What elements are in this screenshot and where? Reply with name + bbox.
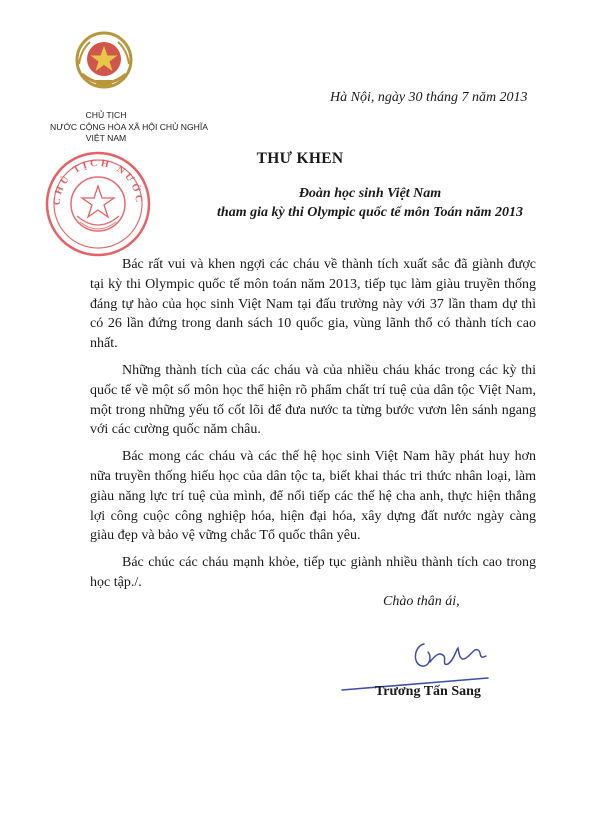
issuer-block [50,110,208,145]
body-paragraph: Bác chúc các cháu mạnh khỏe, tiếp tục giành nhiều thành tích cao trong học tập./. [90,555,536,590]
letter-title: THƯ KHEN [256,150,344,167]
recipient-block [200,184,540,222]
signer-name: Trương Tấn Sang [375,684,481,699]
body-paragraph: Bác rất vui và khen ngợi các cháu về thành tích xuất sắc đã giành được tại kỳ thi Olympic quốc tế môn toán năm 2013, tiếp tục làm giàu truyền thống đáng tự hào của học sinh Việt Nam tại đấu trường này với 37 lần tham dự thì có 26 lần đứng trong danh sách 10 quốc gia, vùng lãnh thổ có thành tích cao nhất. [90,257,536,352]
national-emblem-icon [72,30,136,94]
place-date: Hà Nội, ngày 30 tháng 7 năm 2013 [330,90,528,105]
recipient-line: tham gia kỳ thi Olympic quốc tế môn Toán năm 2013 [217,205,523,220]
body-paragraph: Những thành tích của các cháu và của nhiều cháu khác trong các kỳ thi quốc tế về một số môn học thể hiện rõ phẩm chất trí tuệ của dân tộc Việt Nam, một trong những yếu tố cốt lõi để đưa nước ta từng bước vươn lên sánh ngang với các cường quốc năm châu. [90,362,536,438]
issuer-line: CHỦ TỊCH [85,110,127,120]
issuer-line: VIỆT NAM [85,133,127,143]
letter-body [90,255,536,600]
recipient-line: Đoàn học sinh Việt Nam [298,186,442,201]
closing-salutation: Chào thân ái, [383,594,460,609]
issuer-line: NƯỚC CỘNG HÒA XÃ HỘI CHỦ NGHĨA [50,121,208,132]
seal-text: CHỦ TỊCH NƯỚC [51,157,145,206]
body-paragraph: Bác mong các cháu và các thế hệ học sinh Việt Nam hãy phát huy hơn nữa truyền thống hiếu học của dân tộc ta, biết khai thác tri thức nhân loại, làm giàu năng lực trí tuệ của mình, để nối tiếp các thế hệ cha anh, thực hiện thắng lợi công cuộc công nghiệp hóa, hiện đại hóa, xây dựng đất nước ngày càng giàu đẹp và bảo vệ vững chắc Tổ quốc thân yêu. [90,449,536,544]
